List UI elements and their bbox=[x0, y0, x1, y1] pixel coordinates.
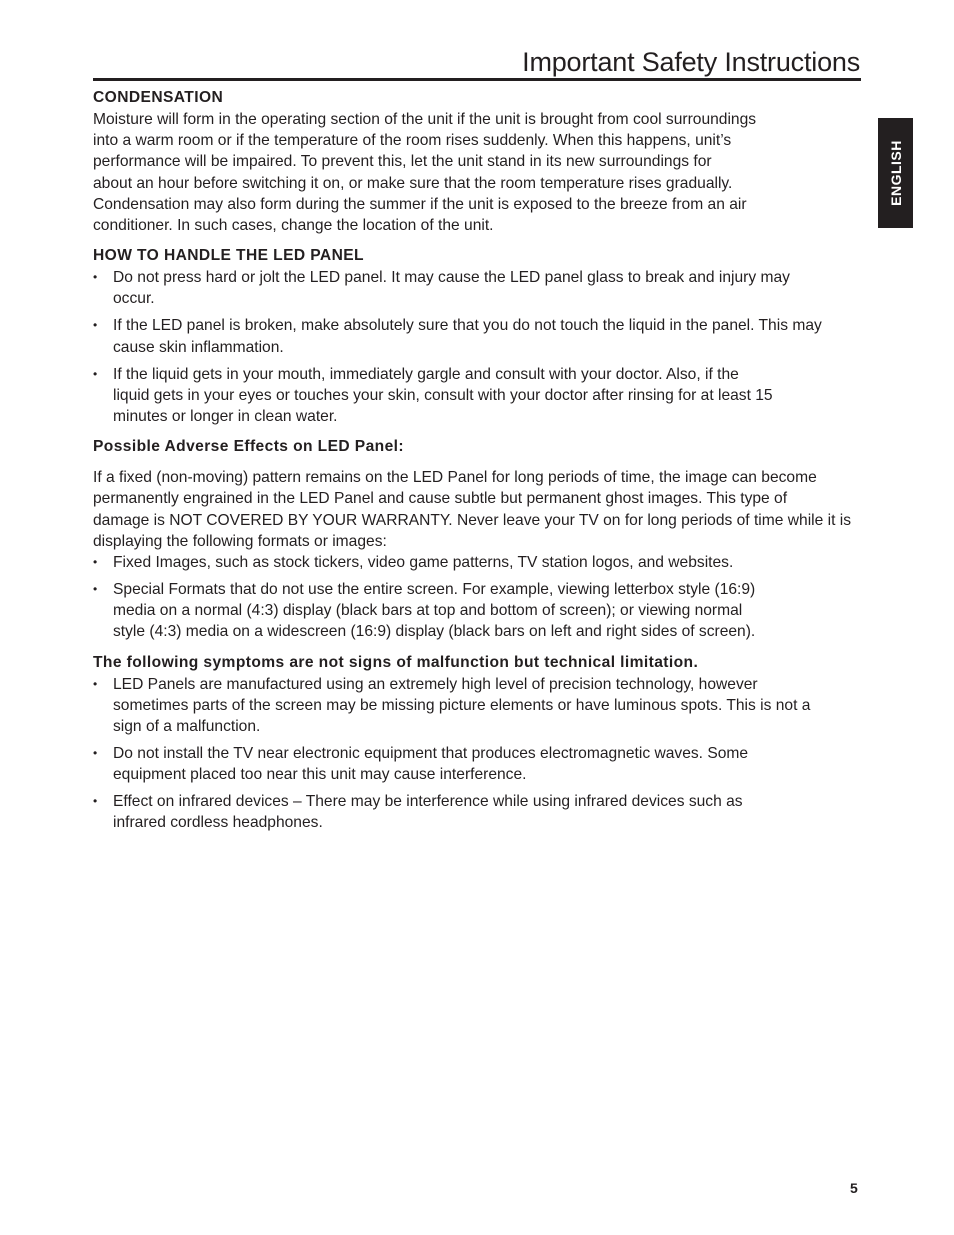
language-tab-label: ENGLISH bbox=[887, 140, 904, 206]
led-panel-list bbox=[93, 267, 865, 427]
page-title: Important Safety Instructions bbox=[522, 47, 860, 77]
text-line: equipment placed too near this unit may cause interference. bbox=[113, 766, 527, 784]
text-line: sometimes parts of the screen may be missing picture elements or have luminous spots. This is not a bbox=[113, 696, 811, 714]
text-line: LED Panels are manufactured using an extremely high level of precision technology, however bbox=[113, 675, 758, 693]
text-line: style (4:3) media on a widescreen (16:9) display (black bars on left and right sides of screen). bbox=[113, 623, 756, 641]
symptoms-heading: The following symptoms are not signs of malfunction but technical limitation. bbox=[93, 653, 699, 671]
list-item bbox=[93, 791, 865, 833]
text-line: media on a normal (4:3) display (black bars at top and bottom of screen); or viewing normal bbox=[113, 602, 743, 620]
text-line: Moisture will form in the operating section of the unit if the unit is brought from cool surroundings bbox=[93, 111, 757, 128]
text-line: occur. bbox=[113, 290, 155, 308]
text-line: displaying the following formats or images: bbox=[93, 532, 387, 550]
adverse-effects-heading: Possible Adverse Effects on LED Panel: bbox=[93, 438, 404, 456]
adverse-effects-paragraph bbox=[93, 467, 865, 552]
text-line: Special Formats that do not use the entire screen. For example, viewing letterbox style (16:9) bbox=[113, 581, 756, 599]
bullet-icon: • bbox=[93, 794, 98, 809]
text-line: about an hour before switching it on, or make sure that the room temperature rises gradually. bbox=[93, 174, 733, 192]
text-line: infrared cordless headphones. bbox=[113, 814, 323, 832]
list-item bbox=[93, 674, 865, 738]
text-line: permanently engrained in the LED Panel and cause subtle but permanent ghost images. This type of bbox=[93, 490, 788, 508]
list-item bbox=[93, 364, 865, 428]
adverse-effects-list bbox=[93, 552, 865, 643]
led-panel-heading: HOW TO HANDLE THE LED PANEL bbox=[93, 247, 364, 265]
bullet-icon: • bbox=[93, 555, 98, 570]
text-line: Do not press hard or jolt the LED panel. It may cause the LED panel glass to break and injury may bbox=[113, 269, 790, 287]
list-item bbox=[93, 579, 865, 643]
condensation-paragraph bbox=[93, 109, 865, 236]
bullet-icon: • bbox=[93, 746, 98, 761]
bullet-icon: • bbox=[93, 582, 98, 597]
text-line: damage is NOT COVERED BY YOUR WARRANTY. Never leave your TV on for long periods of time while it is bbox=[93, 511, 852, 529]
text-line: If the liquid gets in your mouth, immediately gargle and consult with your doctor. Also, if the bbox=[113, 365, 739, 383]
text-line: Do not install the TV near electronic equipment that produces electromagnetic waves. Some bbox=[113, 745, 749, 763]
condensation-heading: CONDENSATION bbox=[93, 89, 224, 106]
bullet-icon: • bbox=[93, 366, 98, 381]
bullet-icon: • bbox=[93, 270, 98, 285]
list-item bbox=[93, 743, 865, 785]
text-line: into a warm room or if the temperature of the room rises suddenly. When this happens, unit’s bbox=[93, 132, 732, 150]
bullet-icon: • bbox=[93, 676, 98, 691]
text-line: If the LED panel is broken, make absolutely sure that you do not touch the liquid in the panel. This may bbox=[113, 317, 822, 335]
page-number: 5 bbox=[850, 1180, 858, 1196]
text-line: liquid gets in your eyes or touches your skin, consult with your doctor after rinsing for at least 15 bbox=[113, 386, 773, 404]
text-line: sign of a malfunction. bbox=[113, 718, 261, 736]
title-divider bbox=[93, 78, 861, 81]
text-line: Condensation may also form during the summer if the unit is exposed to the breeze from an air bbox=[93, 195, 747, 213]
text-line: Fixed Images, such as stock tickers, video game patterns, TV station logos, and websites. bbox=[113, 554, 734, 572]
document-body bbox=[93, 87, 865, 839]
bullet-icon: • bbox=[93, 318, 98, 333]
symptoms-list bbox=[93, 674, 865, 834]
language-tab bbox=[878, 118, 913, 228]
text-line: cause skin inflammation. bbox=[113, 338, 284, 356]
list-item bbox=[93, 315, 865, 357]
list-item bbox=[93, 552, 865, 573]
text-line: Effect on infrared devices – There may be interference while using infrared devices such as bbox=[113, 793, 743, 811]
text-line: performance will be impaired. To prevent this, let the unit stand in its new surroundings for bbox=[93, 153, 712, 171]
list-item bbox=[93, 267, 865, 309]
text-line: minutes or longer in clean water. bbox=[113, 408, 338, 426]
text-line: If a fixed (non-moving) pattern remains on the LED Panel for long periods of time, the image can become bbox=[93, 469, 817, 487]
text-line: conditioner. In such cases, change the location of the unit. bbox=[93, 217, 494, 235]
